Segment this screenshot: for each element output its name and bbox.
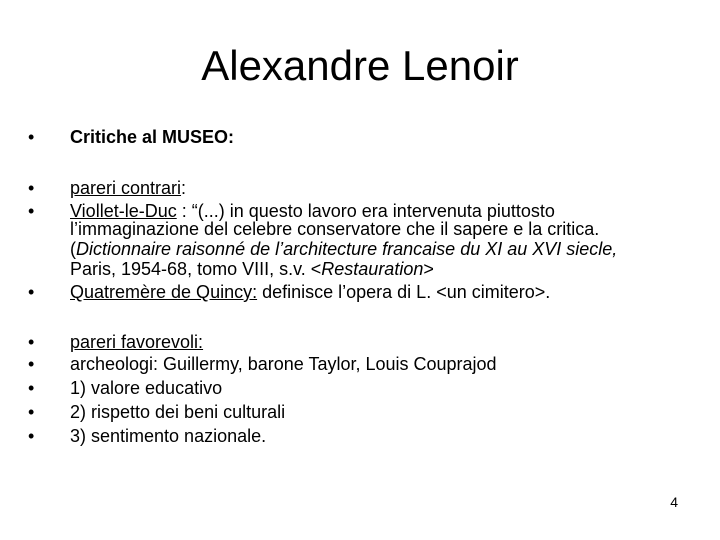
bullet-marker: • <box>28 402 35 422</box>
bullet-archeologi: archeologi: Guillermy, barone Taylor, Louis Couprajod <box>70 354 497 374</box>
dictionnaire-title: Dictionnaire raisonné de l’architecture francaise du XI au XVI siecle, <box>76 239 618 259</box>
bullet-marker: • <box>28 201 35 221</box>
quatremere-text: definisce l’opera di L. <un cimitero>. <box>257 282 551 302</box>
bullet-quatremere <box>70 281 550 303</box>
viollet-citation: Paris, 1954-68, tomo VIII, s.v. < <box>70 259 322 279</box>
viollet-text-1: : “(...) in questo lavoro era intervenuta piuttosto <box>176 201 555 221</box>
bullet-marker: • <box>28 178 35 198</box>
bullet-marker: • <box>28 354 35 374</box>
bullet-sentimento: 3) sentimento nazionale. <box>70 426 267 446</box>
bullet-marker: • <box>28 426 35 446</box>
angle-close: > <box>423 259 434 279</box>
bullet-marker: • <box>28 127 35 147</box>
bullet-marker: • <box>28 282 35 302</box>
bullet-viollet-line2: l’immaginazione del celebre conservatore che il sapere e la critica. <box>70 219 600 239</box>
paren-open: ( <box>70 239 76 259</box>
slide-title: Alexandre Lenoir <box>201 42 519 89</box>
viollet-le-duc-link[interactable]: Viollet-le-Duc <box>70 201 177 221</box>
bullet-valore: 1) valore educativo <box>70 378 223 398</box>
bullet-marker: • <box>28 332 35 352</box>
page-number: 4 <box>670 494 678 510</box>
bullet-rispetto: 2) rispetto dei beni culturali <box>70 402 286 422</box>
bullet-viollet-line3 <box>70 238 617 260</box>
bullet-critiche: Critiche al MUSEO: <box>70 127 235 147</box>
colon: : <box>181 178 187 198</box>
restauration-entry: Restauration <box>321 259 424 279</box>
pareri-favorevoli-link[interactable]: pareri favorevoli: <box>70 332 204 352</box>
bullet-pareri-contrari <box>70 177 186 199</box>
pareri-contrari-link[interactable]: pareri contrari <box>70 178 182 198</box>
bullet-marker: • <box>28 378 35 398</box>
bullet-viollet-line4 <box>70 258 434 280</box>
quatremere-link[interactable]: Quatremère de Quincy: <box>70 282 258 302</box>
